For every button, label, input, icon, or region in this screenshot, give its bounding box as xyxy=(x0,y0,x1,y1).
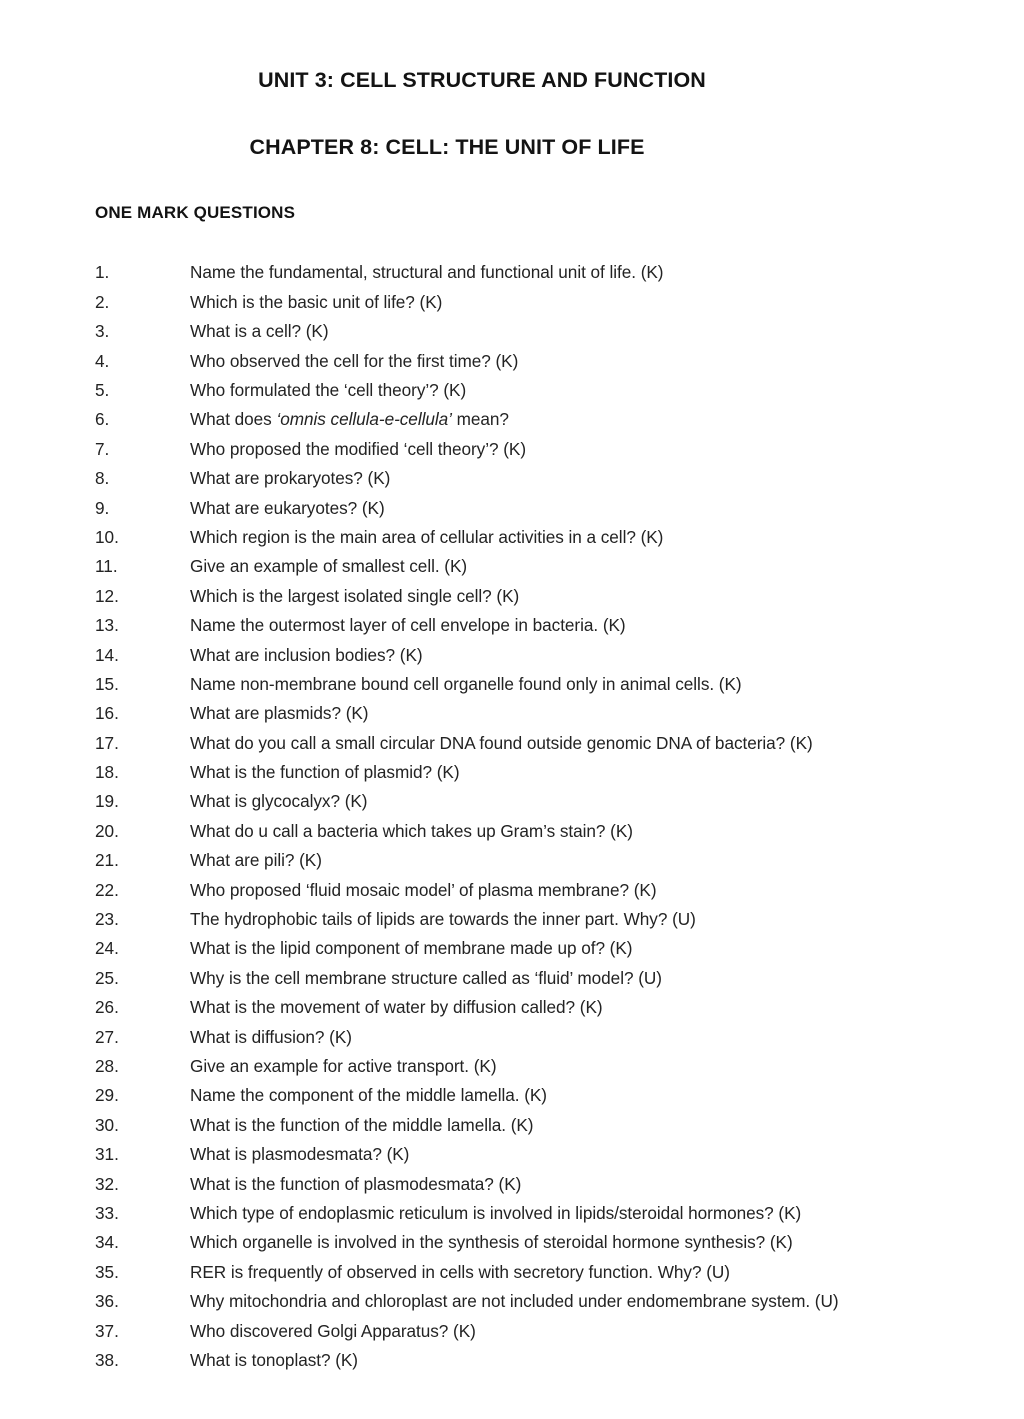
question-number: 36. xyxy=(95,1291,119,1312)
question-number: 8. xyxy=(95,468,110,489)
question-item xyxy=(0,288,1024,317)
question-number: 37. xyxy=(95,1320,119,1341)
question-number: 19. xyxy=(95,791,119,812)
question-item xyxy=(0,1258,1024,1287)
question-text: Who formulated the ‘cell theory’? (K) xyxy=(190,380,467,400)
question-text: Name the component of the middle lamella. (K) xyxy=(190,1085,547,1106)
question-number: 1. xyxy=(95,262,110,283)
question-item xyxy=(0,552,1024,581)
question-text: Which organelle is involved in the synthesis of steroidal hormone synthesis? (K) xyxy=(190,1232,793,1253)
question-item xyxy=(0,993,1024,1022)
question-item xyxy=(0,758,1024,787)
question-number: 3. xyxy=(95,321,110,342)
question-text: Why is the cell membrane structure called as ‘fluid’ model? (U) xyxy=(190,967,662,988)
question-number: 26. xyxy=(95,997,119,1018)
question-text: Give an example of smallest cell. (K) xyxy=(190,556,468,577)
question-text: What are plasmids? (K) xyxy=(190,703,369,724)
question-text: Give an example for active transport. (K) xyxy=(190,1055,497,1076)
question-number: 27. xyxy=(95,1026,119,1047)
question-item xyxy=(0,611,1024,640)
question-text: Which region is the main area of cellular activities in a cell? (K) xyxy=(190,526,664,547)
question-number: 38. xyxy=(95,1349,119,1370)
question-text: Who observed the cell for the first time? (K) xyxy=(190,350,519,371)
question-text: Which is the largest isolated single cell? (K) xyxy=(190,585,520,606)
question-number: 15. xyxy=(95,673,119,694)
question-text: What is a cell? (K) xyxy=(190,321,329,342)
question-number: 18. xyxy=(95,762,119,783)
question-text: What is the function of plasmid? (K) xyxy=(190,762,460,783)
question-number: 14. xyxy=(95,644,119,665)
question-item xyxy=(0,876,1024,905)
latin-phrase: ‘omnis cellula-e-cellula’ xyxy=(276,409,452,430)
question-item xyxy=(0,1317,1024,1346)
question-text: Name the fundamental, structural and functional unit of life. (K) xyxy=(190,262,664,283)
question-item xyxy=(0,258,1024,287)
question-text: What is the movement of water by diffusion called? (K) xyxy=(190,997,603,1018)
question-number: 34. xyxy=(95,1232,119,1253)
question-number: 28. xyxy=(95,1055,119,1076)
question-number: 12. xyxy=(95,585,119,606)
page-title: UNIT 3: CELL STRUCTURE AND FUNCTION xyxy=(258,68,706,92)
question-item xyxy=(0,405,1024,434)
question-number: 5. xyxy=(95,380,110,400)
question-text: What are prokaryotes? (K) xyxy=(190,468,391,489)
question-number: 23. xyxy=(95,909,119,930)
question-number: 30. xyxy=(95,1114,119,1135)
question-item xyxy=(0,1228,1024,1257)
question-item xyxy=(0,1140,1024,1169)
question-text: Who proposed ‘fluid mosaic model’ of plasma membrane? (K) xyxy=(190,879,657,900)
question-text: Name the outermost layer of cell envelope in bacteria. (K) xyxy=(190,615,626,636)
question-item xyxy=(0,494,1024,523)
question-item xyxy=(0,846,1024,875)
question-item xyxy=(0,317,1024,346)
question-item xyxy=(0,1199,1024,1228)
question-item xyxy=(0,582,1024,611)
question-item xyxy=(0,817,1024,846)
question-item xyxy=(0,1081,1024,1110)
question-text: RER is frequently of observed in cells with secretory function. Why? (U) xyxy=(190,1261,730,1282)
question-text: What is tonoplast? (K) xyxy=(190,1349,358,1370)
question-number: 11. xyxy=(95,556,118,577)
question-number: 22. xyxy=(95,879,119,900)
question-text: Who proposed the modified ‘cell theory’? (K) xyxy=(190,438,526,459)
question-item xyxy=(0,523,1024,552)
question-text: What is diffusion? (K) xyxy=(190,1026,352,1047)
question-number: 7. xyxy=(95,438,110,459)
question-item xyxy=(0,1052,1024,1081)
question-item xyxy=(0,934,1024,963)
question-text: What is the function of plasmodesmata? (K) xyxy=(190,1173,522,1194)
question-number: 13. xyxy=(95,615,119,636)
question-item xyxy=(0,1346,1024,1375)
question-list xyxy=(0,223,1024,1375)
question-number: 6. xyxy=(95,409,110,430)
question-number: 17. xyxy=(95,732,119,753)
chapter-title: CHAPTER 8: CELL: THE UNIT OF LIFE xyxy=(249,134,645,159)
question-number: 24. xyxy=(95,938,119,959)
question-item xyxy=(0,1111,1024,1140)
question-item xyxy=(0,1023,1024,1052)
question-item xyxy=(0,641,1024,670)
question-item xyxy=(0,1170,1024,1199)
question-item xyxy=(0,787,1024,816)
question-number: 4. xyxy=(95,350,110,371)
document-headings xyxy=(0,0,1024,159)
question-item xyxy=(0,905,1024,934)
question-text: The hydrophobic tails of lipids are towards the inner part. Why? (U) xyxy=(190,909,696,930)
question-number: 35. xyxy=(95,1261,119,1282)
question-number: 32. xyxy=(95,1173,119,1194)
question-number: 16. xyxy=(95,703,119,724)
question-item xyxy=(0,1287,1024,1316)
question-item xyxy=(0,464,1024,493)
question-text: Which type of endoplasmic reticulum is involved in lipids/steroidal hormones? (K) xyxy=(190,1202,802,1223)
question-number: 31. xyxy=(95,1144,119,1165)
section-heading: ONE MARK QUESTIONS xyxy=(95,203,296,223)
question-number: 21. xyxy=(95,850,119,871)
question-item xyxy=(0,435,1024,464)
question-text: What is plasmodesmata? (K) xyxy=(190,1144,410,1165)
question-text: What do u call a bacteria which takes up Gram’s stain? (K) xyxy=(190,820,633,841)
question-text: What is the function of the middle lamella. (K) xyxy=(190,1114,534,1135)
question-number: 33. xyxy=(95,1202,119,1223)
question-number: 9. xyxy=(95,497,110,518)
question-number: 29. xyxy=(95,1085,119,1106)
question-text: What are inclusion bodies? (K) xyxy=(190,644,423,665)
question-text: Name non-membrane bound cell organelle found only in animal cells. (K) xyxy=(190,673,742,694)
question-text: What are pili? (K) xyxy=(190,850,322,871)
question-text: What is the lipid component of membrane made up of? (K) xyxy=(190,938,633,959)
question-number: 2. xyxy=(95,291,110,312)
question-item xyxy=(0,670,1024,699)
question-item xyxy=(0,964,1024,993)
question-number: 10. xyxy=(95,526,119,547)
question-text: Which is the basic unit of life? (K) xyxy=(190,291,443,312)
question-text: What is glycocalyx? (K) xyxy=(190,791,368,812)
question-text: What are eukaryotes? (K) xyxy=(190,497,385,518)
question-text: What do you call a small circular DNA found outside genomic DNA of bacteria? (K) xyxy=(190,732,813,753)
question-item xyxy=(0,729,1024,758)
question-text: Who discovered Golgi Apparatus? (K) xyxy=(190,1320,476,1341)
question-item xyxy=(0,347,1024,376)
question-text: What does ‘omnis cellula-e-cellula’ mean? xyxy=(190,409,509,430)
question-text: Why mitochondria and chloroplast are not included under endomembrane system. (U) xyxy=(190,1291,839,1312)
question-number: 20. xyxy=(95,820,119,841)
question-item xyxy=(0,376,1024,405)
question-item xyxy=(0,699,1024,728)
question-number: 25. xyxy=(95,967,119,988)
